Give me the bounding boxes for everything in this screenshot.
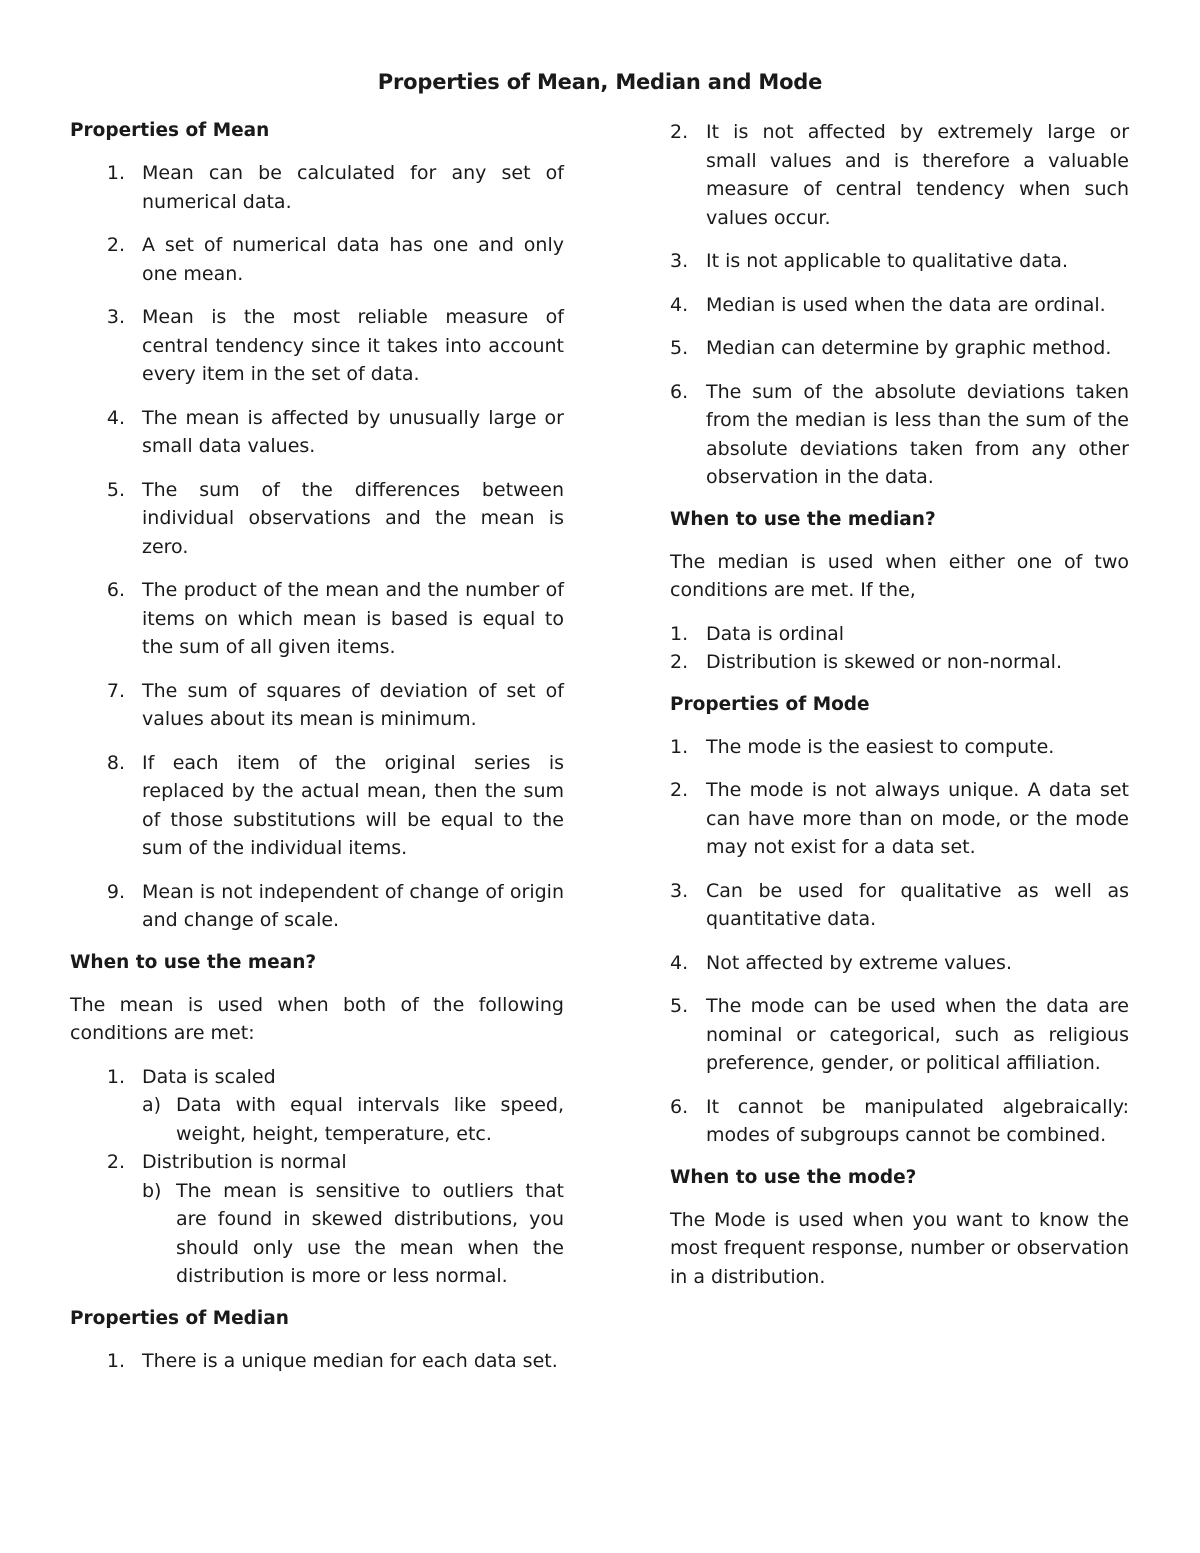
item-number: 3. xyxy=(670,250,689,272)
list-item xyxy=(70,576,564,662)
when-median-heading: When to use the median? xyxy=(670,508,936,530)
list-item xyxy=(70,476,564,562)
mean-properties-list xyxy=(70,159,564,935)
list-item xyxy=(670,291,1129,320)
item-number: 4. xyxy=(670,293,689,316)
list-item xyxy=(70,231,564,288)
list-item xyxy=(670,733,1129,762)
mean-properties-heading: Properties of Mean xyxy=(70,120,270,141)
item-text: Data is ordinal xyxy=(706,622,845,645)
when-mode-heading: When to use the mode? xyxy=(670,1166,917,1188)
item-number: 5. xyxy=(670,337,689,359)
list-item xyxy=(670,334,1129,363)
median-properties-heading: Properties of Median xyxy=(70,1307,289,1329)
item-text: Distribution is skewed or non-normal. xyxy=(706,651,1062,673)
item-number: 3. xyxy=(106,306,125,328)
list-item xyxy=(670,648,1129,677)
item-text: Distribution is normal xyxy=(142,1151,347,1173)
item-text: Median is used when the data are ordinal. xyxy=(706,293,1106,316)
item-number: 6. xyxy=(670,1095,689,1118)
item-number: 1. xyxy=(106,1065,125,1088)
item-text: The sum of the absolute deviations taken from the median is less than the sum of the absolute deviations taken from any other observation in the data. xyxy=(706,380,1129,488)
item-number: 3. xyxy=(670,879,689,902)
item-text: Data is scaled xyxy=(142,1065,276,1088)
list-item xyxy=(70,159,564,216)
item-text: The mode is not always unique. A data set can have more than on mode, or the mode may not exist for a data set. xyxy=(706,779,1129,858)
item-text: If each item of the original series is replaced by the actual mean, then the sum of those substitutions will be equal to the sum of the individual items. xyxy=(142,751,564,859)
item-text: The mode is the easiest to compute. xyxy=(706,735,1055,758)
item-text: The mode can be used when the data are nominal or categorical, such as religious preference, gender, or political affiliation. xyxy=(706,995,1129,1074)
list-item xyxy=(70,677,564,734)
when-mean-heading: When to use the mean? xyxy=(70,951,317,973)
item-number: 2. xyxy=(106,234,125,256)
right-column xyxy=(670,118,1129,1306)
item-number: 2. xyxy=(670,779,689,801)
list-item xyxy=(670,1093,1129,1150)
when-median-list xyxy=(670,620,1129,677)
item-text: A set of numerical data has one and only one mean. xyxy=(142,234,564,285)
item-text: The sum of the differences between individual observations and the mean is zero. xyxy=(142,478,564,558)
item-text: Can be used for qualitative as well as quantitative data. xyxy=(706,879,1129,930)
item-number: 1. xyxy=(670,622,689,645)
list-item xyxy=(70,749,564,863)
item-number: 2. xyxy=(106,1151,125,1173)
item-number: 7. xyxy=(106,679,125,702)
item-number: 5. xyxy=(106,478,125,501)
item-text: Not affected by extreme values. xyxy=(706,951,1012,974)
item-number: 6. xyxy=(106,579,125,601)
sub-item-text: The mean is sensitive to outliers that are found in skewed distributions, you should only use the mean when the distribution is more or less normal. xyxy=(176,1179,564,1287)
item-number: 1. xyxy=(106,162,125,184)
item-text: Median can determine by graphic method. xyxy=(706,337,1112,359)
list-item xyxy=(670,378,1129,492)
when-mean-list xyxy=(70,1063,564,1291)
sub-item xyxy=(142,1091,564,1148)
list-item xyxy=(670,877,1129,934)
list-item xyxy=(70,404,564,461)
item-text: It is not affected by extremely large or small values and is therefore a valuable measure of central tendency when such values occur. xyxy=(706,121,1129,229)
list-item xyxy=(670,949,1129,978)
item-text: There is a unique median for each data set. xyxy=(142,1349,558,1372)
item-number: 1. xyxy=(106,1349,125,1372)
item-number: 2. xyxy=(670,651,689,673)
when-mean-text: The mean is used when both of the following conditions are met: xyxy=(70,993,564,1044)
left-column xyxy=(70,118,564,1390)
sub-item-letter: a) xyxy=(142,1094,162,1116)
item-text: Mean can be calculated for any set of numerical data. xyxy=(142,162,564,213)
list-item xyxy=(670,118,1129,232)
list-item xyxy=(70,1148,564,1291)
item-number: 4. xyxy=(106,406,125,429)
item-number: 8. xyxy=(106,751,125,774)
item-text: The product of the mean and the number of items on which mean is based is equal to the sum of all given items. xyxy=(142,579,564,658)
list-item xyxy=(70,878,564,935)
list-item xyxy=(70,1063,564,1149)
sub-item-letter: b) xyxy=(142,1179,162,1202)
list-item xyxy=(70,303,564,389)
item-text: The mean is affected by unusually large or small data values. xyxy=(142,406,564,457)
item-text: The sum of squares of deviation of set of values about its mean is minimum. xyxy=(142,679,564,730)
mode-properties-list xyxy=(670,733,1129,1150)
item-number: 6. xyxy=(670,380,689,403)
sub-item xyxy=(142,1177,564,1291)
item-number: 4. xyxy=(670,951,689,974)
median-properties-list xyxy=(70,1347,564,1376)
item-text: Mean is the most reliable measure of central tendency since it takes into account every item in the set of data. xyxy=(142,306,564,385)
list-item xyxy=(670,620,1129,649)
mode-properties-heading: Properties of Mode xyxy=(670,693,870,715)
page-title: Properties of Mean, Median and Mode xyxy=(377,70,823,94)
item-number: 1. xyxy=(670,735,689,758)
item-text: It is not applicable to qualitative data. xyxy=(706,250,1068,272)
list-item xyxy=(670,776,1129,862)
list-item xyxy=(670,992,1129,1078)
item-number: 5. xyxy=(670,995,689,1017)
list-item xyxy=(670,247,1129,276)
sub-item-text: Data with equal intervals like speed, weight, height, temperature, etc. xyxy=(176,1094,564,1145)
when-median-text: The median is used when either one of two conditions are met. If the, xyxy=(670,550,1129,601)
item-text: Mean is not independent of change of origin and change of scale. xyxy=(142,880,564,931)
when-mode-text: The Mode is used when you want to know the most frequent response, number or observation in a distribution. xyxy=(670,1208,1129,1288)
item-number: 9. xyxy=(106,880,125,903)
item-number: 2. xyxy=(670,121,689,143)
median-properties-list-continued xyxy=(670,118,1129,492)
list-item xyxy=(70,1347,564,1376)
item-text: It cannot be manipulated algebraically: modes of subgroups cannot be combined. xyxy=(706,1095,1129,1146)
